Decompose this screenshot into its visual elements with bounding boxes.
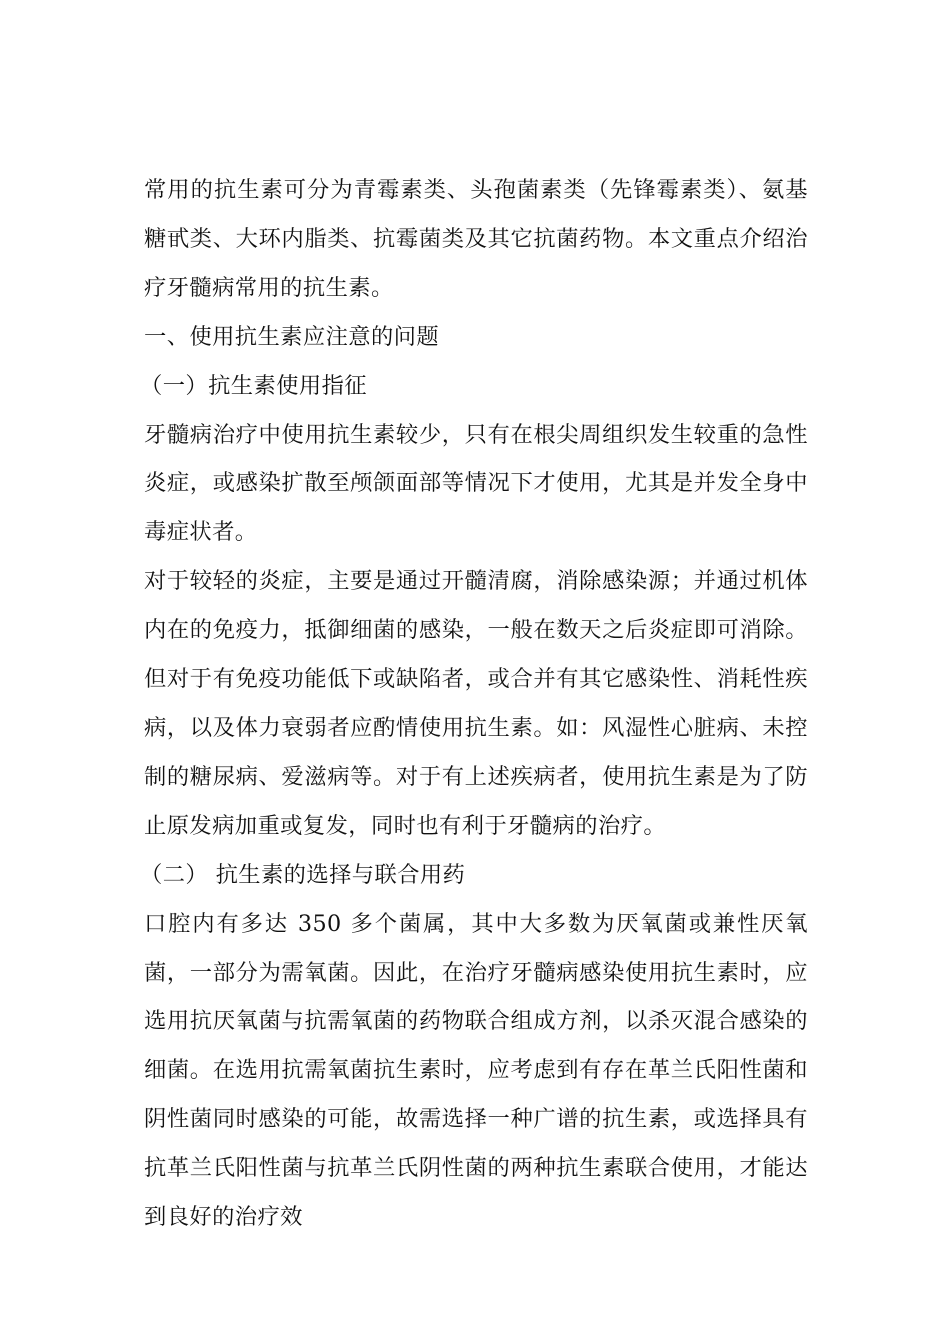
subsection-heading-indications: （一）抗生素使用指征 (140, 372, 367, 399)
paragraph-antibiotic-classes: 常用的抗生素可分为青霉素类、头孢菌素类（先锋霉素类）、氨基糖甙类、大环内脂类、抗霉菌类及其它抗菌药物。本文重点介绍治疗牙髓病常用的抗生素。 (144, 177, 808, 301)
section-heading-precautions: 一、使用抗生素应注意的问题 (144, 323, 440, 350)
paragraph-mild-inflammation: 对于较轻的炎症，主要是通过开髓清腐，消除感染源；并通过机体内在的免疫力，抵御细菌的感染，一般在数天之后炎症即可消除。但对于有免疫功能低下或缺陷者，或合并有其它感染性、消耗性疾病，以及体力衰弱者应酌情使用抗生素。如：风湿性心脏病、未控制的糖尿病、爱滋病等。对于有上述疾病者，使用抗生素是为了防止原发病加重或复发，同时也有利于牙髓病的治疗。 (144, 568, 808, 839)
paragraph-oral-bacteria: 口腔内有多达 350 多个菌属，其中大多数为厌氧菌或兼性厌氧菌，一部分为需氧菌。因此，在治疗牙髓病感染使用抗生素时，应选用抗厌氧菌与抗需氧菌的药物联合组成方剂，以杀灭混合感染的细菌。在选用抗需氧菌抗生素时，应考虑到有存在革兰氏阳性菌和阴性菌同时感染的可能，故需选择一种广谱的抗生素，或选择具有抗革兰氏阳性菌与抗革兰氏阴性菌的两种抗生素联合使用，才能达到良好的治疗效 (144, 910, 808, 1231)
subsection-heading-selection: （二） 抗生素的选择与联合用药 (140, 861, 466, 888)
document-body (140, 166, 808, 1242)
paragraph-indications: 牙髓病治疗中使用抗生素较少，只有在根尖周组织发生较重的急性炎症，或感染扩散至颅颌面部等情况下才使用，尤其是并发全身中毒症状者。 (144, 421, 808, 546)
